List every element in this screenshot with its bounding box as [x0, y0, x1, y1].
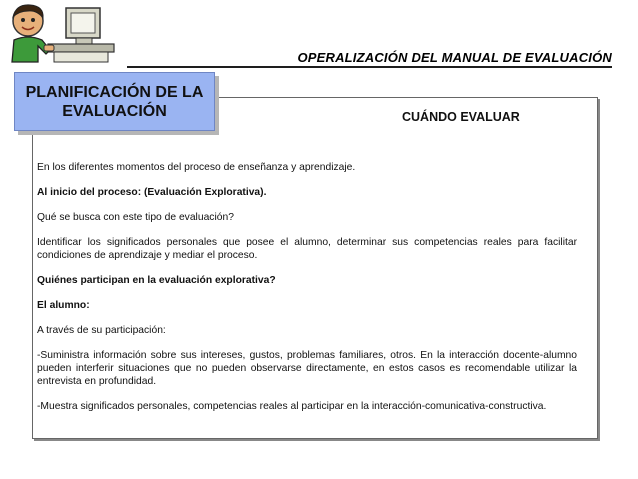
paragraph: Qué se busca con este tipo de evaluación? — [37, 212, 234, 223]
section-title-box: PLANIFICACIÓN DE LA EVALUACIÓN — [14, 72, 215, 131]
paragraph: -Muestra significados personales, competencias reales al participar en la interacción-comunicativa-constructiva. — [37, 401, 547, 412]
paragraph: -Suministra información sobre sus intereses, gustos, problemas familiares, otros. En la interacción docente-alumno pueden interferir situaciones que no pueden observarse directamente, en estos casos es recomendable utilizar la entrevista en profundidad. — [37, 350, 577, 387]
section-subtitle: CUÁNDO EVALUAR — [402, 110, 520, 124]
body-text — [37, 161, 577, 425]
boy-at-computer-icon — [4, 2, 122, 64]
page-title: OPERALIZACIÓN DEL MANUAL DE EVALUACIÓN — [297, 50, 612, 65]
paragraph: Identificar los significados personales que posee el alumno, determinar sus competencias reales para facilitar condiciones de aprendizaje y mediar el proceso. — [37, 237, 577, 261]
paragraph-heading: Quiénes participan en la evaluación explorativa? — [37, 275, 276, 286]
paragraph: A través de su participación: — [37, 325, 166, 336]
paragraph: En los diferentes momentos del proceso de enseñanza y aprendizaje. — [37, 162, 356, 173]
header-divider — [127, 66, 612, 68]
paragraph-heading: Al inicio del proceso: (Evaluación Explorativa). — [37, 187, 267, 198]
paragraph-heading: El alumno: — [37, 300, 90, 311]
